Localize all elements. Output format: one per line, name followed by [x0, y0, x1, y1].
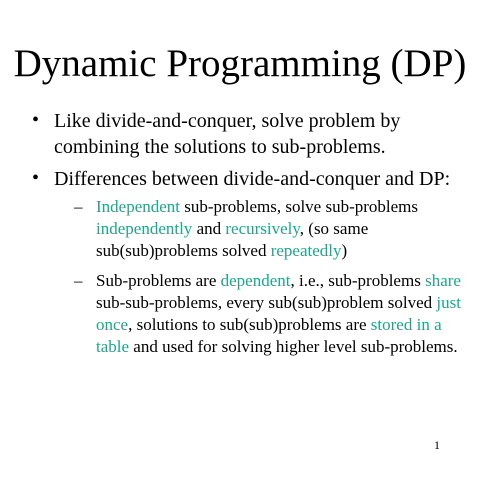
highlight-text: share [425, 271, 461, 290]
text-span: sub-sub-problems, every sub(sub)problem solved [96, 293, 437, 312]
text-span: , solutions to sub(sub)problems are [128, 315, 371, 334]
slide-title: Dynamic Programming (DP) [13, 42, 467, 85]
dash-marker: – [74, 197, 83, 216]
bullet-marker: • [32, 167, 40, 189]
text-span: sub-problems, solve sub-problems [180, 197, 419, 216]
highlight-text: once [96, 315, 129, 334]
bullet-list [30, 108, 470, 366]
highlight-text: stored in a [370, 315, 442, 334]
bullet-item [30, 108, 470, 160]
text-span: Sub-problems are [96, 271, 221, 290]
highlight-text: repeatedly [270, 241, 342, 260]
bullet-marker: • [32, 109, 40, 131]
text-span: and used for solving higher level sub-problems. [129, 337, 458, 356]
bullet-text-line: combining the solutions to sub-problems. [54, 136, 386, 158]
bullet-text-line: Like divide-and-conquer, solve problem by [54, 110, 401, 132]
highlight-text: Independent [96, 197, 181, 216]
text-span: and [192, 219, 226, 238]
highlight-text: independently [96, 219, 193, 238]
dash-marker: – [74, 271, 83, 290]
sub-bullet-item [74, 270, 470, 358]
bullet-text-line: Differences between divide-and-conquer and DP: [54, 168, 451, 190]
text-span: , i.e., sub-problems [290, 271, 426, 290]
text-span: ) [341, 241, 348, 260]
text-span: , (so same [299, 219, 369, 238]
page-number: 1 [434, 438, 440, 452]
text-span: sub(sub)problems solved [96, 241, 271, 260]
highlight-text: dependent [220, 271, 291, 290]
highlight-text: just [436, 293, 461, 312]
sub-bullet-item [74, 196, 470, 262]
bullet-item [30, 166, 470, 358]
highlight-text: table [96, 337, 130, 356]
sub-bullet-list [54, 196, 470, 358]
highlight-text: recursively [225, 219, 300, 238]
